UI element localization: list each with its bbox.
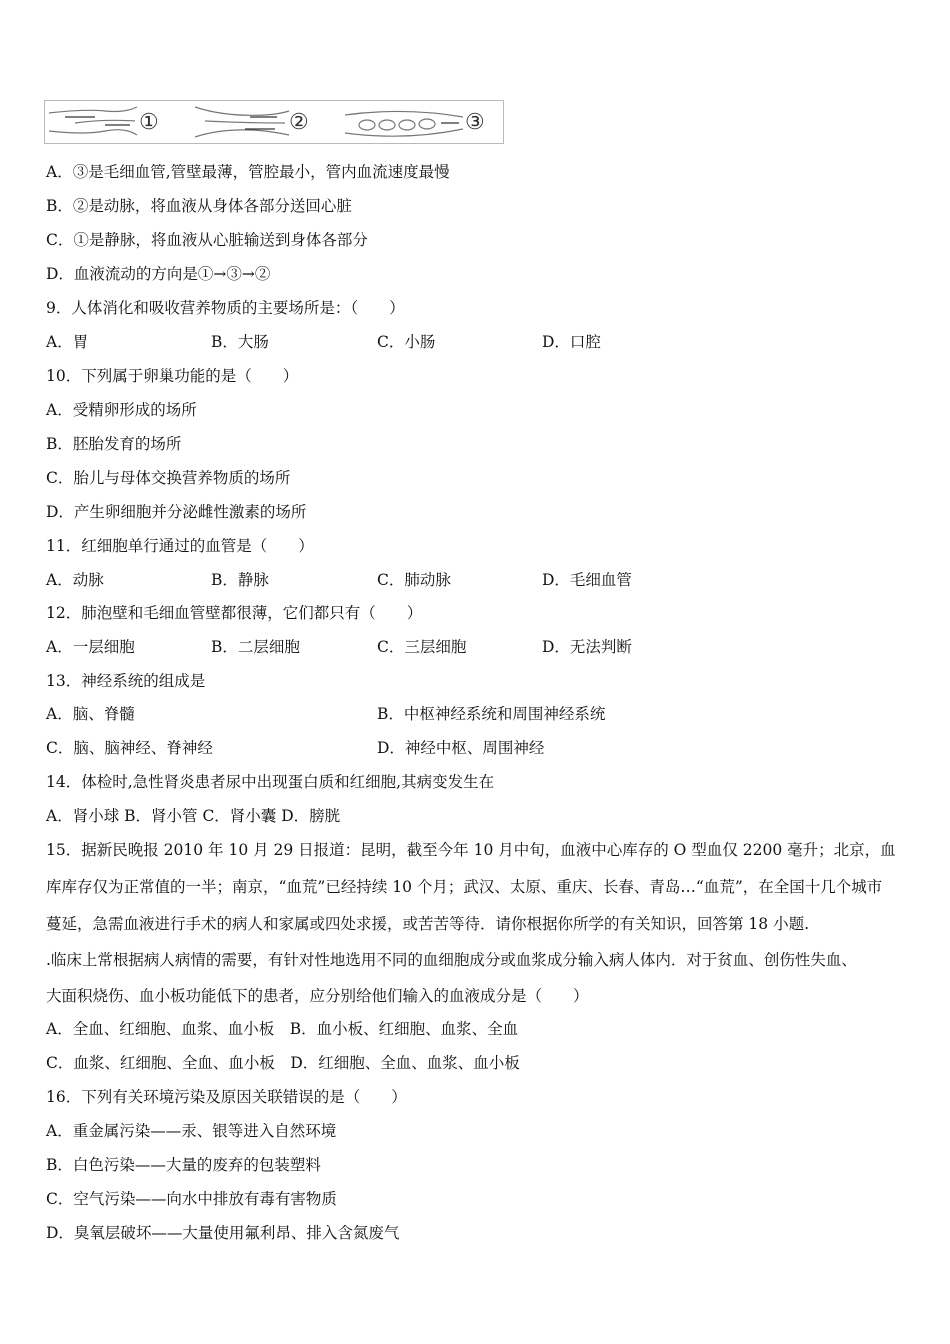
q11-option-d: D．毛细血管 [542,571,632,589]
q15-options-ab: A．全血、红细胞、血浆、血小板 B．血小板、红细胞、血浆、全血 [46,1020,519,1038]
vessel-label-2: ② [289,110,309,135]
vessel-3-drawing [345,111,463,136]
q11-option-c: C．肺动脉 [377,571,451,589]
q16-option-c: C．空气污染——向水中排放有毒有害物质 [46,1190,337,1208]
q13-option-c: C．脑、脑神经、脊神经 [46,739,213,757]
q16-option-b: B．白色污染——大量的废弃的包装塑料 [46,1156,321,1174]
q10-option-b: B．胚胎发育的场所 [46,435,182,453]
q16-stem: 16．下列有关环境污染及原因关联错误的是（ ） [46,1088,407,1106]
q9-stem: 9．人体消化和吸收营养物质的主要场所是：（ ） [46,299,405,317]
q15-options-cd: C．血浆、红细胞、全血、血小板 D．红细胞、全血、血浆、血小板 [46,1054,520,1072]
q9-option-d: D．口腔 [542,333,601,351]
q13-stem: 13．神经系统的组成是 [46,672,206,690]
q12-stem: 12．肺泡壁和毛细血管壁都很薄，它们都只有（ ） [46,604,423,622]
vessel-1-drawing [49,107,137,135]
q15-line-1: 15．据新民晚报 2010 年 10 月 29 日报道：昆明，截至今年 10 月中旬，血液中心库存的 O 型血仅 2200 毫升；北京，血 [46,841,896,859]
q15-line-4: .临床上常根据病人病情的需要，有针对性地选用不同的血细胞成分或血浆成分输入病人体内．对于贫血、创伤性失血、 [46,951,857,969]
q14-options: A．肾小球 B．肾小管 C．肾小囊 D．膀胱 [46,807,341,825]
q10-stem: 10．下列属于卵巢功能的是（ ） [46,367,299,385]
q9-option-a: A．胃 [46,333,89,351]
q10-option-d: D．产生卵细胞并分泌雌性激素的场所 [46,503,307,521]
q12-option-a: A．一层细胞 [46,638,135,656]
q12-option-c: C．三层细胞 [377,638,467,656]
q8-option-c: C．①是静脉，将血液从心脏输送到身体各部分 [46,231,368,249]
q16-option-d: D．臭氧层破坏——大量使用氟利昂、排入含氮废气 [46,1224,400,1242]
vessel-2-drawing [195,107,289,137]
q13-option-d: D．神经中枢、周围神经 [377,739,545,757]
q8-option-a: A．③是毛细血管,管壁最薄，管腔最小，管内血流速度最慢 [46,163,450,181]
q9-option-b: B．大肠 [211,333,269,351]
q13-option-b: B．中枢神经系统和周围神经系统 [377,705,606,723]
q8-option-d: D．血液流动的方向是①→③→② [46,265,271,283]
vessel-label-1: ① [139,110,159,135]
q11-stem: 11．红细胞单行通过的血管是（ ） [46,537,314,555]
q12-option-b: B．二层细胞 [211,638,300,656]
q13-option-a: A．脑、脊髓 [46,705,135,723]
q10-option-c: C．胎儿与母体交换营养物质的场所 [46,469,291,487]
q9-option-c: C．小肠 [377,333,436,351]
q11-option-a: A．动脉 [46,571,104,589]
q10-option-a: A．受精卵形成的场所 [46,401,197,419]
q11-option-b: B．静脉 [211,571,269,589]
q15-line-2: 库库存仅为正常值的一半；南京，“血荒”已经持续 10 个月；武汉、太原、重庆、长春、青岛…“血荒”，在全国十几个城市 [46,878,883,896]
vessel-diagram [45,101,503,143]
vessel-label-3: ③ [465,110,485,135]
q12-option-d: D．无法判断 [542,638,632,656]
q16-option-a: A．重金属污染——汞、银等进入自然环境 [46,1122,337,1140]
q15-line-3: 蔓延，急需血液进行手术的病人和家属或四处求援，或苦苦等待．请你根据你所学的有关知识，回答第 18 小题. [46,915,810,933]
blood-vessel-figure [44,100,504,144]
q8-option-b: B．②是动脉，将血液从身体各部分送回心脏 [46,197,352,215]
q14-stem: 14．体检时,急性肾炎患者尿中出现蛋白质和红细胞,其病变发生在 [46,773,495,791]
q15-line-5: 大面积烧伤、血小板功能低下的患者，应分别给他们输入的血液成分是（ ） [46,987,589,1005]
